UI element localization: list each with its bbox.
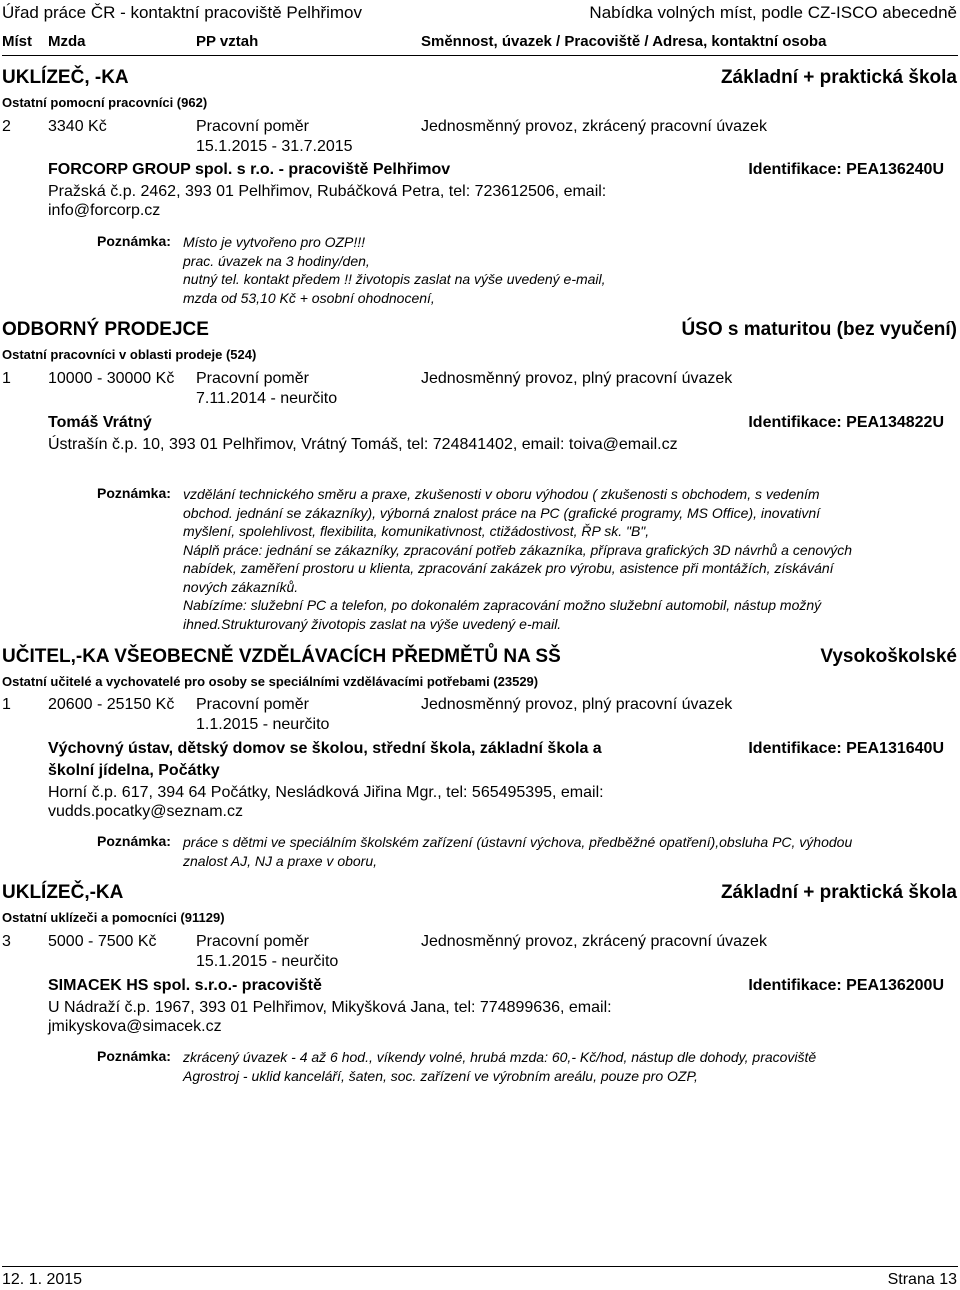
note-line: nových zákazníků. xyxy=(183,578,299,595)
listing-title: UKLÍZEČ,-KA xyxy=(2,882,124,903)
listing-employer-line: Výchovný ústav, dětský domov se školou, střední škola, základní škola a xyxy=(48,740,602,757)
listing-note xyxy=(183,1048,953,1085)
header-list-title: Nabídka volných míst, podle CZ-ISCO abecedně xyxy=(589,3,957,22)
note-line: Místo je vytvořeno pro OZP!!! xyxy=(183,234,366,250)
note-line: obchod. jednání se zákazníky), výborná znalost práce na PC (grafické programy, MS Office), inovativní xyxy=(183,504,821,521)
note-line: myšlení, spolehlivost, flexibilita, komunikativnost, ctižádostivost, ŘP sk. "B", xyxy=(183,523,650,539)
listing-education: Základní + praktická škola xyxy=(720,67,957,88)
listing-note-label: Poznámka: xyxy=(97,485,171,501)
listing-category: Ostatní pomocní pracovníci (962) xyxy=(2,95,208,110)
listing-category: Ostatní učitelé a vychovatelé pro osoby se speciálními vzdělávacími potřebami (23529) xyxy=(2,674,539,689)
listing-salary: 5000 - 7500 Kč xyxy=(48,933,157,950)
listing-note-label: Poznámka: xyxy=(97,233,171,249)
listing-identification: Identifikace: PEA136200U xyxy=(748,977,944,994)
footer-page-number: Strana 13 xyxy=(887,1271,957,1288)
note-line: mzda od 53,10 Kč + osobní ohodnocení, xyxy=(183,289,435,306)
listing-period: 1.1.2015 - neurčito xyxy=(196,716,330,733)
listing-category: Ostatní uklízeči a pomocníci (91129) xyxy=(2,910,225,925)
note-line: Náplň práce: jednání se zákazníky, zpracování potřeb zákazníka, příprava grafických 3D návrhů a cenových xyxy=(183,541,852,558)
listing-education: Základní + praktická škola xyxy=(720,882,957,903)
header-office: Úřad práce ČR - kontaktní pracoviště Pelhřimov xyxy=(2,3,362,22)
listing-count: 1 xyxy=(2,696,11,713)
listing-note xyxy=(183,233,953,307)
listing-count: 2 xyxy=(2,118,11,135)
listing-employer: FORCORP GROUP spol. s r.o. - pracoviště Pelhřimov xyxy=(48,161,451,178)
note-line: ihned.Strukturovaný životopis zaslat na výše uvedený e-mail. xyxy=(183,615,562,632)
note-line: práce s dětmi ve speciálním školském zařízení (ústavní výchova, předběžné opatření),obsluha PC, výhodou xyxy=(183,834,853,850)
footer-date: 12. 1. 2015 xyxy=(2,1271,83,1288)
listing-count: 1 xyxy=(2,370,11,387)
note-line: vzdělání technického směru a praxe, zkušenosti v oboru výhodou ( zkušenosti s obchodem, s vedením xyxy=(183,486,820,502)
listing-note xyxy=(183,485,953,633)
listing-note xyxy=(183,833,953,870)
listing-identification: Identifikace: PEA131640U xyxy=(748,740,944,757)
listing-address: Ústrašín č.p. 10, 393 01 Pelhřimov, Vrátný Tomáš, tel: 724841402, email: toiva@email.cz xyxy=(48,436,678,453)
note-line: nutný tel. kontakt předem !! životopis zaslat na výše uvedený e-mail, xyxy=(183,271,606,287)
listing-employer: Tomáš Vrátný xyxy=(48,414,152,431)
note-line: Nabízíme: služební PC a telefon, po dokonalém zapracování možno služební automobil, nástup možný xyxy=(183,597,822,613)
column-mist: Míst xyxy=(2,33,32,50)
header-divider xyxy=(2,55,958,56)
footer-divider xyxy=(2,1266,958,1267)
column-pp-vztah: PP vztah xyxy=(196,33,259,50)
listing-period: 15.1.2015 - 31.7.2015 xyxy=(196,138,353,155)
listing-education: ÚSO s maturitou (bez vyučení) xyxy=(681,319,957,340)
listing-address: Horní č.p. 617, 394 64 Počátky, Nesládková Jiřina Mgr., tel: 565495395, email: vudds.pocatky@seznam.cz xyxy=(48,784,604,820)
listing-salary: 10000 - 30000 Kč xyxy=(48,370,175,387)
listing-relation: Pracovní poměr xyxy=(196,118,309,135)
note-line: zkrácený úvazek - 4 až 6 hod., víkendy volné, hrubá mzda: 60,- Kč/hod, nástup dle dohody, pracoviště xyxy=(183,1049,817,1065)
listing-period: 15.1.2015 - neurčito xyxy=(196,953,339,970)
note-line: Agrostroj - uklid kanceláří, šaten, soc. zařízení ve výrobním areálu, pouze pro OZP, xyxy=(183,1067,698,1084)
listing-address: Pražská č.p. 2462, 393 01 Pelhřimov, Rubáčková Petra, tel: 723612506, email: info@forcorp.cz xyxy=(48,183,607,219)
listing-shift: Jednosměnný provoz, plný pracovní úvazek xyxy=(421,370,733,387)
column-smennost: Směnnost, úvazek / Pracoviště / Adresa, kontaktní osoba xyxy=(421,33,827,50)
listing-title: UKLÍZEČ, -KA xyxy=(2,67,129,88)
listing-salary: 20600 - 25150 Kč xyxy=(48,696,175,713)
listing-shift: Jednosměnný provoz, zkrácený pracovní úvazek xyxy=(421,118,767,135)
listing-education: Vysokoškolské xyxy=(820,646,957,667)
listing-address: U Nádraží č.p. 1967, 393 01 Pelhřimov, Mikyšková Jana, tel: 774899636, email: jmikyskova@simacek.cz xyxy=(48,999,612,1035)
listing-note-label: Poznámka: xyxy=(97,1048,171,1064)
listing-title: UČITEL,-KA VŠEOBECNĚ VZDĚLÁVACÍCH PŘEDMĚTŮ NA SŠ xyxy=(2,646,561,667)
note-line: prac. úvazek na 3 hodiny/den, xyxy=(183,252,370,269)
listing-employer-line: školní jídelna, Počátky xyxy=(48,762,220,779)
listing-shift: Jednosměnný provoz, plný pracovní úvazek xyxy=(421,696,733,713)
listing-category: Ostatní pracovníci v oblasti prodeje (524) xyxy=(2,347,257,362)
listing-relation: Pracovní poměr xyxy=(196,933,309,950)
note-line: nabídek, zaměření prostoru u klienta, zpracování zakázek pro výrobu, asistence při montážích, získávání xyxy=(183,560,834,576)
listing-relation: Pracovní poměr xyxy=(196,696,309,713)
listing-relation: Pracovní poměr xyxy=(196,370,309,387)
listing-salary: 3340 Kč xyxy=(48,118,107,135)
listing-employer: SIMACEK HS spol. s.r.o.- pracoviště xyxy=(48,977,322,994)
listing-title: ODBORNÝ PRODEJCE xyxy=(2,319,209,340)
listing-identification: Identifikace: PEA134822U xyxy=(748,414,944,431)
listing-note-label: Poznámka: xyxy=(97,833,171,849)
note-line: znalost AJ, NJ a praxe v oboru, xyxy=(183,852,378,869)
listing-period: 7.11.2014 - neurčito xyxy=(196,390,338,407)
listing-shift: Jednosměnný provoz, zkrácený pracovní úvazek xyxy=(421,933,767,950)
listing-count: 3 xyxy=(2,933,11,950)
listing-identification: Identifikace: PEA136240U xyxy=(748,161,944,178)
column-mzda: Mzda xyxy=(48,33,86,50)
